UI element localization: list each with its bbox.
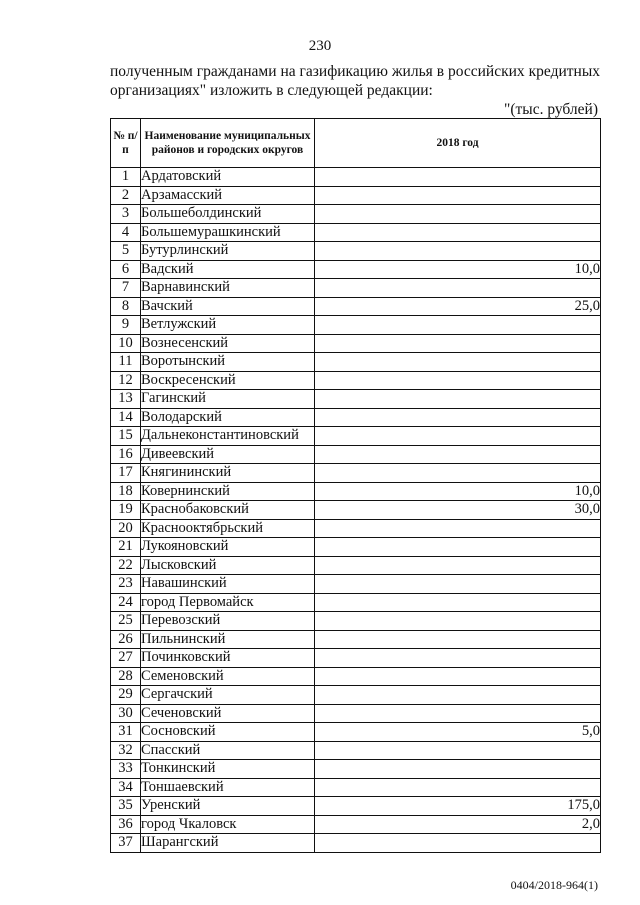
table-row [111, 464, 601, 483]
amount-2018 [315, 242, 601, 261]
amount-2018: 2,0 [315, 815, 601, 834]
amount-2018 [315, 371, 601, 390]
table-row [111, 297, 601, 316]
row-number: 36 [111, 815, 141, 834]
municipality-name: Ардатовский [141, 168, 315, 187]
row-number: 23 [111, 575, 141, 594]
table-row [111, 242, 601, 261]
table-row [111, 427, 601, 446]
amount-2018 [315, 667, 601, 686]
municipality-name: Краснооктябрьский [141, 519, 315, 538]
row-number: 35 [111, 797, 141, 816]
table-row [111, 815, 601, 834]
row-number: 1 [111, 168, 141, 187]
row-number: 16 [111, 445, 141, 464]
table-row [111, 778, 601, 797]
municipality-name: Уренский [141, 797, 315, 816]
municipality-name: Сергачский [141, 686, 315, 705]
table-row [111, 834, 601, 853]
amount-2018 [315, 834, 601, 853]
municipality-name: Гагинский [141, 390, 315, 409]
municipal-allocation-table [110, 118, 601, 853]
header-municipality-name: Наименование муниципальных районов и городских округов [141, 119, 315, 168]
amount-2018 [315, 519, 601, 538]
municipality-name: Навашинский [141, 575, 315, 594]
page-number: 230 [308, 38, 332, 54]
municipality-name: Тоншаевский [141, 778, 315, 797]
row-number: 9 [111, 316, 141, 335]
municipality-name: Володарский [141, 408, 315, 427]
row-number: 18 [111, 482, 141, 501]
amount-2018 [315, 704, 601, 723]
amount-2018 [315, 445, 601, 464]
row-number: 22 [111, 556, 141, 575]
table-row [111, 741, 601, 760]
amount-2018 [315, 593, 601, 612]
row-number: 25 [111, 612, 141, 631]
row-number: 4 [111, 223, 141, 242]
row-number: 19 [111, 501, 141, 520]
municipality-name: Дивеевский [141, 445, 315, 464]
table-row [111, 223, 601, 242]
row-number: 32 [111, 741, 141, 760]
table-row [111, 186, 601, 205]
row-number: 37 [111, 834, 141, 853]
table-row [111, 482, 601, 501]
municipality-name: Большеболдинский [141, 205, 315, 224]
row-number: 34 [111, 778, 141, 797]
table-row [111, 445, 601, 464]
table-row [111, 279, 601, 298]
municipality-name: Починковский [141, 649, 315, 668]
row-number: 6 [111, 260, 141, 279]
amount-2018: 5,0 [315, 723, 601, 742]
table-row [111, 260, 601, 279]
table-row [111, 575, 601, 594]
table-row [111, 723, 601, 742]
municipality-name: Спасский [141, 741, 315, 760]
amount-2018 [315, 205, 601, 224]
municipality-name: Дальнеконстантиновский [141, 427, 315, 446]
table-row [111, 649, 601, 668]
document-code: 0404/2018-964(1) [510, 878, 598, 892]
table-row [111, 630, 601, 649]
table-row [111, 612, 601, 631]
row-number: 31 [111, 723, 141, 742]
amount-2018: 10,0 [315, 482, 601, 501]
row-number: 17 [111, 464, 141, 483]
municipality-name: Лукояновский [141, 538, 315, 557]
row-number: 2 [111, 186, 141, 205]
table-row [111, 353, 601, 372]
table-row [111, 593, 601, 612]
amount-2018 [315, 575, 601, 594]
table-row [111, 501, 601, 520]
amount-2018: 25,0 [315, 297, 601, 316]
amount-2018 [315, 778, 601, 797]
municipality-name: Большемурашкинский [141, 223, 315, 242]
row-number: 8 [111, 297, 141, 316]
amount-2018: 175,0 [315, 797, 601, 816]
table-row [111, 168, 601, 187]
municipality-name: Варнавинский [141, 279, 315, 298]
amount-2018 [315, 760, 601, 779]
row-number: 24 [111, 593, 141, 612]
municipality-name: Княгининский [141, 464, 315, 483]
amount-2018 [315, 353, 601, 372]
municipality-name: Арзамасский [141, 186, 315, 205]
intro-paragraph: полученным гражданами на газификацию жилья в российских кредитных организациях" изложить в следующей редакции: [110, 63, 600, 99]
row-number: 7 [111, 279, 141, 298]
header-year-2018: 2018 год [315, 119, 601, 168]
table-row [111, 797, 601, 816]
table-row [111, 667, 601, 686]
municipality-name: Ветлужский [141, 316, 315, 335]
amount-2018: 10,0 [315, 260, 601, 279]
municipality-name: Ковернинский [141, 482, 315, 501]
municipality-name: Шарангский [141, 834, 315, 853]
table-row [111, 538, 601, 557]
row-number: 15 [111, 427, 141, 446]
municipality-name: Вадский [141, 260, 315, 279]
municipality-name: Вачский [141, 297, 315, 316]
amount-2018 [315, 686, 601, 705]
amount-2018 [315, 279, 601, 298]
amount-2018 [315, 334, 601, 353]
amount-2018 [315, 427, 601, 446]
amount-2018 [315, 630, 601, 649]
row-number: 12 [111, 371, 141, 390]
table-row [111, 686, 601, 705]
amount-2018 [315, 168, 601, 187]
municipality-name: Воротынский [141, 353, 315, 372]
municipality-name: город Первомайск [141, 593, 315, 612]
row-number: 14 [111, 408, 141, 427]
row-number: 3 [111, 205, 141, 224]
row-number: 5 [111, 242, 141, 261]
amount-2018 [315, 316, 601, 335]
row-number: 21 [111, 538, 141, 557]
row-number: 28 [111, 667, 141, 686]
row-number: 11 [111, 353, 141, 372]
table-body [111, 168, 601, 853]
amount-2018 [315, 538, 601, 557]
amount-2018 [315, 556, 601, 575]
municipality-name: Бутурлинский [141, 242, 315, 261]
unit-note: "(тыс. рублей) [504, 101, 598, 118]
table-header-row [111, 119, 601, 168]
municipality-name: город Чкаловск [141, 815, 315, 834]
municipality-name: Вознесенский [141, 334, 315, 353]
municipality-name: Лысковский [141, 556, 315, 575]
municipality-name: Сеченовский [141, 704, 315, 723]
municipality-name: Перевозский [141, 612, 315, 631]
header-number: № п/п [111, 119, 141, 168]
table-row [111, 334, 601, 353]
row-number: 33 [111, 760, 141, 779]
municipality-name: Пильнинский [141, 630, 315, 649]
amount-2018 [315, 649, 601, 668]
table-row [111, 316, 601, 335]
row-number: 10 [111, 334, 141, 353]
table-row [111, 760, 601, 779]
municipality-name: Краснобаковский [141, 501, 315, 520]
amount-2018 [315, 390, 601, 409]
row-number: 29 [111, 686, 141, 705]
table-row [111, 408, 601, 427]
amount-2018 [315, 186, 601, 205]
amount-2018 [315, 741, 601, 760]
municipality-name: Воскресенский [141, 371, 315, 390]
row-number: 30 [111, 704, 141, 723]
row-number: 26 [111, 630, 141, 649]
row-number: 27 [111, 649, 141, 668]
row-number: 20 [111, 519, 141, 538]
municipality-name: Семеновский [141, 667, 315, 686]
row-number: 13 [111, 390, 141, 409]
amount-2018 [315, 223, 601, 242]
amount-2018 [315, 408, 601, 427]
table-row [111, 371, 601, 390]
amount-2018 [315, 612, 601, 631]
municipality-name: Сосновский [141, 723, 315, 742]
municipality-name: Тонкинский [141, 760, 315, 779]
table-row [111, 205, 601, 224]
table-row [111, 519, 601, 538]
table-row [111, 704, 601, 723]
amount-2018: 30,0 [315, 501, 601, 520]
table-row [111, 556, 601, 575]
amount-2018 [315, 464, 601, 483]
table-row [111, 390, 601, 409]
